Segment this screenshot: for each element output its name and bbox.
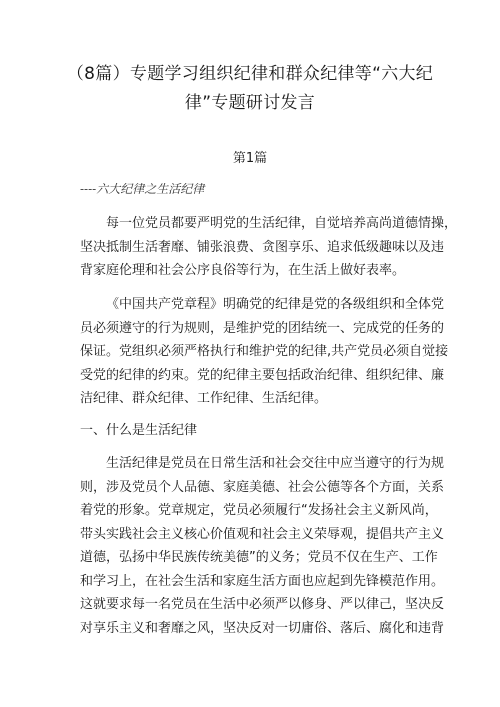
paragraph-line: 受党的纪律的约束。党的纪律主要包括政治纪律、组织纪律、廉 — [80, 367, 445, 383]
document-title — [60, 60, 440, 118]
paragraph-2 — [80, 293, 449, 411]
paragraph-line: 道德，弘扬中华民族传统美德”的义务；党员不仅在生产、工作 — [80, 550, 438, 565]
paragraph-line: 坚决抵制生活奢靡、铺张浪费、贪图享乐、追求低级趣味以及违 — [80, 239, 445, 255]
paragraph-line: 生活纪律是党员在日常生活和社会交往中应当遵守的行为规 — [106, 456, 445, 471]
section-heading-text: 一、什么是生活纪律 — [80, 423, 198, 438]
paragraph-line: 这就要求每一名党员在生活中必须严以修身、严以律己，坚决反 — [80, 597, 445, 612]
paragraph-line: 着党的形象。党章规定，党员必须履行“发扬社会主义新风尚， — [80, 503, 438, 518]
paragraph-line: 保证。党组织必须严格执行和维护党的纪律,共产党员必须自觉接 — [80, 344, 449, 359]
title-line-2: 律”专题研讨发言 — [184, 93, 316, 113]
paragraph-3 — [80, 452, 445, 640]
paragraph-line: 背家庭伦理和社会公序良俗等行为，在生活上做好表率。 — [80, 263, 406, 278]
paragraph-line: 《中国共产党章程》明确党的纪律是党的各级组织和全体党 — [106, 297, 445, 312]
section-heading — [80, 419, 426, 443]
paragraph-1 — [80, 212, 458, 283]
title-line-1: （8篇）专题学习组织纪律和群众纪律等“六大纪 — [66, 64, 434, 84]
paragraph-line: 带头实践社会主义核心价值观和社会主义荣辱观，提倡共产主义 — [80, 526, 445, 542]
paragraph-line: 洁纪律、群众纪律、工作纪律、生活纪律。 — [80, 391, 328, 406]
paragraph-line: 员必须遵守的行为规则，是维护党的团结统一、完成党的任务的 — [80, 320, 445, 336]
chapter-heading: 第1篇 — [232, 151, 268, 166]
paragraph-line: 对享乐主义和奢靡之风，坚决反对一切庸俗、落后、腐化和违背 — [80, 620, 445, 636]
paragraph-line: 和学习上，在社会生活和家庭生活方面也应起到先锋模范作用。 — [80, 573, 445, 589]
paragraph-line: 每一位党员都要严明党的生活纪律，自觉培养高尚道德情操， — [106, 216, 458, 231]
subtitle: ----六大纪律之生活纪律 — [80, 182, 205, 196]
paragraph-line: 则，涉及党员个人品德、家庭美德、社会公德等各个方面，关系 — [80, 479, 445, 495]
